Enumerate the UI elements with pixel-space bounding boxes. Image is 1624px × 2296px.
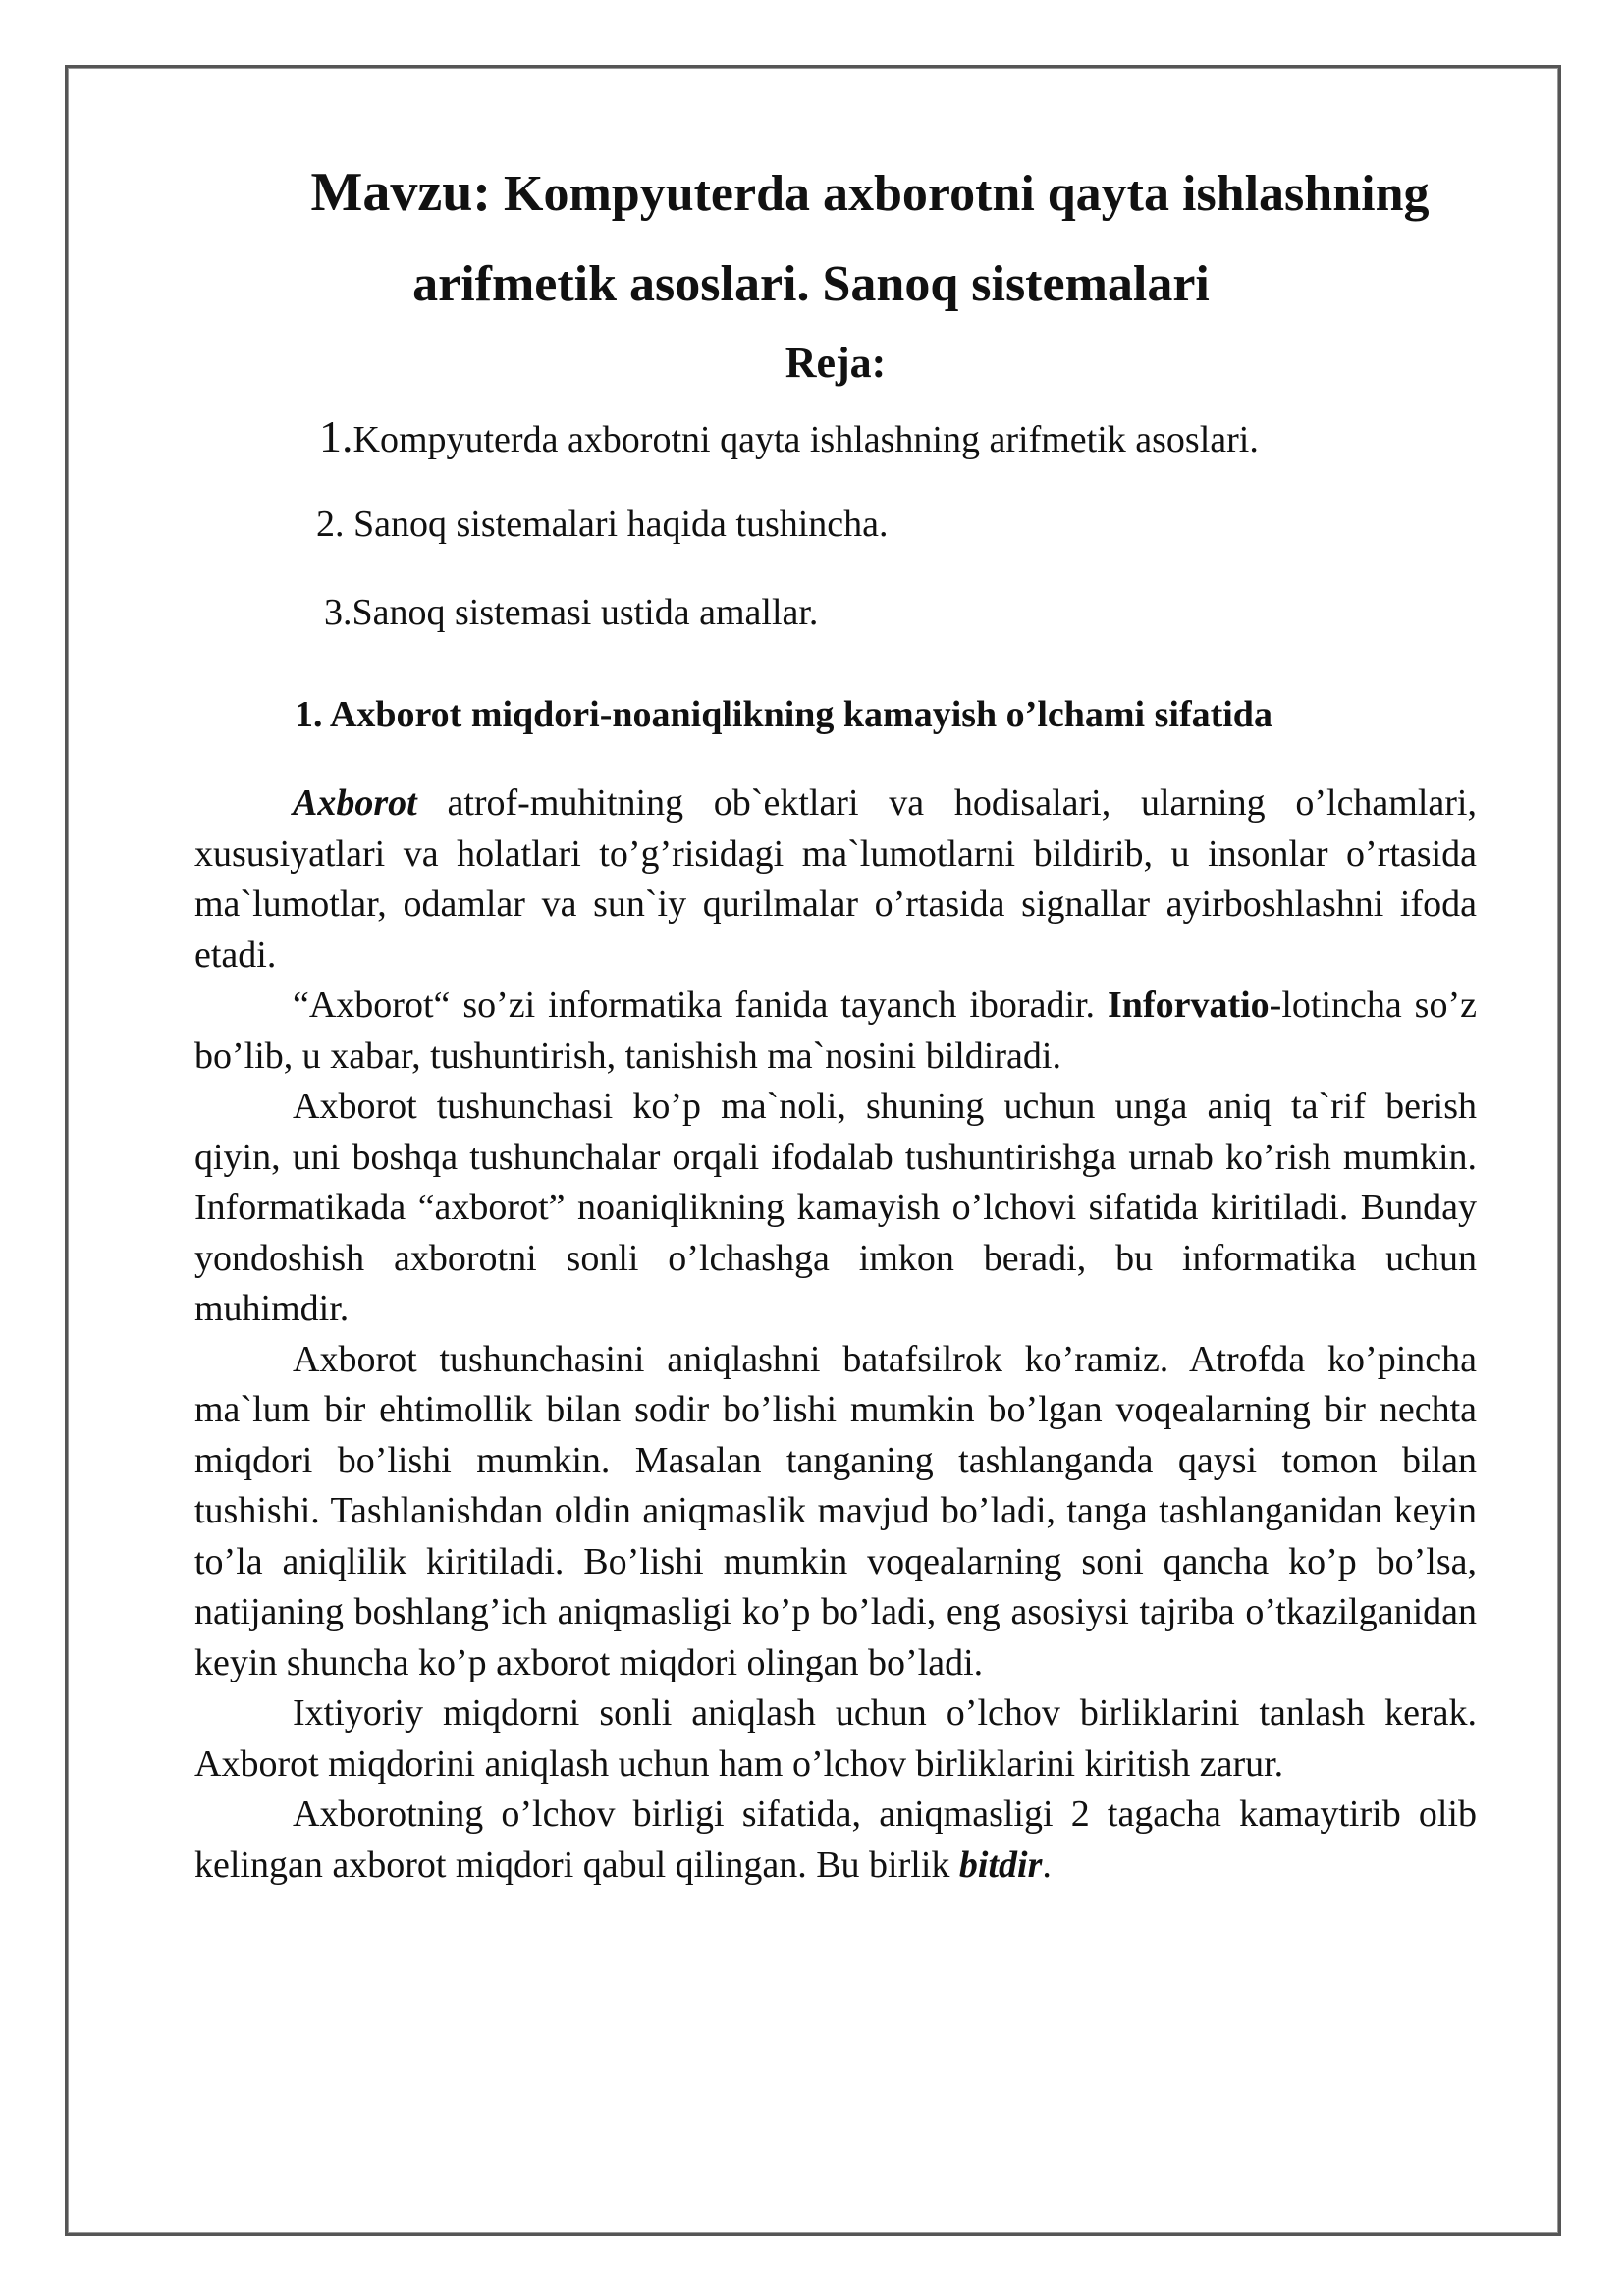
document-content [194,147,1477,1891]
title-line-1: Kompyuterda axborotni qayta ishlashning [491,166,1430,222]
document-title [194,147,1477,330]
paragraph-6-text: Axborotning o’lchov birligi sifatida, aniqmasligi 2 tagacha kamaytirib olib kelingan axborot miqdori qabul qilingan. Bu birlik [194,1793,1477,1886]
plan-item-number: 3. [324,592,352,633]
paragraph-6-end: . [1042,1843,1052,1886]
title-line-2: arifmetik asoslari. Sanoq sistemalari [412,256,1210,312]
body-text [194,778,1477,1891]
plan-heading: Reja: [785,339,887,387]
plan-item-number: 2. [316,504,353,545]
paragraph-3: Axborot tushunchasi ko’p ma`noli, shuning uchun unga aniq ta`rif berish qiyin, uni boshqa tushunchalar orqali ifodalab tushuntirishga urnab ko’rish mumkin. Informatikada “axborot” noaniqlikning kamayish o’lchovi sifatida kiritiladi. Bunday yondoshish axborotni sonli o’lchashga imkon beradi, bu informatika uchun muhimdir. [194,1086,1477,1329]
term-axborot: Axborot [293,782,417,824]
paragraph-6 [194,1789,1477,1891]
term-bitdir: bitdir [958,1843,1043,1886]
title-label: Mavzu: [310,162,492,223]
paragraph-1-text: atrof-muhitning ob`ektlari va hodisalari, ularning o’lchamlari, xususiyatlari va holatlari to’g’risidagi ma`lumotlarni bildirib, u insonlar o’rtasida ma`lumotlar, odamlar va sun`iy qurilmalar o’rtasida signallar ayirboshlashni ifoda etadi. [194,782,1477,976]
plan-item-2 [194,500,1477,549]
plan-item-text: Sanoq sistemasi ustida amallar. [352,592,819,633]
paragraph-4: Axborot tushunchasini aniqlashni batafsilrok ko’ramiz. Atrofda ko’pincha ma`lum bir ehtimollik bilan sodir bo’lishi mumkin bo’lgan voqealarning bir nechta miqdori bo’lishi mumkin. Masalan tanganing tashlanganda qaysi tomon bilan tushishi. Tashlanishdan oldin aniqmaslik mavjud bo’ladi, tanga tashlanganidan keyin to’la aniqlilik kiritiladi. Bo’lishi mumkin voqealarning soni qancha ko’p bo’lsa, natijaning boshlang’ich aniqmasligi ko’p bo’ladi, eng asosiysi tajriba o’tkazilganidan keyin shuncha ko’p axborot miqdori olingan bo’ladi. [194,1338,1477,1683]
paragraph-5: Ixtiyoriy miqdorni sonli aniqlash uchun o’lchov birliklarini tanlash kerak. Axborot miqdorini aniqlash uchun ham o’lchov birliklarini kiritish zarur. [194,1692,1477,1785]
paragraph-2-start: “Axborot“ so’zi informatika fanida tayanch iboradir. [293,985,1109,1026]
plan-item-3 [194,588,1477,637]
term-inforvatio: Inforvatio [1108,985,1270,1026]
plan-item-text: Sanoq sistemalari haqida tushincha. [353,504,889,545]
paragraph-1 [194,778,1477,981]
plan-item-text: Kompyuterda axborotni qayta ishlashning arifmetik asoslari. [352,419,1259,460]
plan-item-number: 1. [319,411,353,461]
paragraph-2-text: -lotincha so’z bo’lib, u xabar, tushuntirish, tanishish ma`nosini bildiradi. [194,985,1477,1077]
section-heading: 1. Axborot miqdori-noaniqlikning kamayish o’lchami sifatida [295,694,1272,735]
plan-item-1 [194,412,1477,464]
paragraph-2 [194,981,1477,1082]
